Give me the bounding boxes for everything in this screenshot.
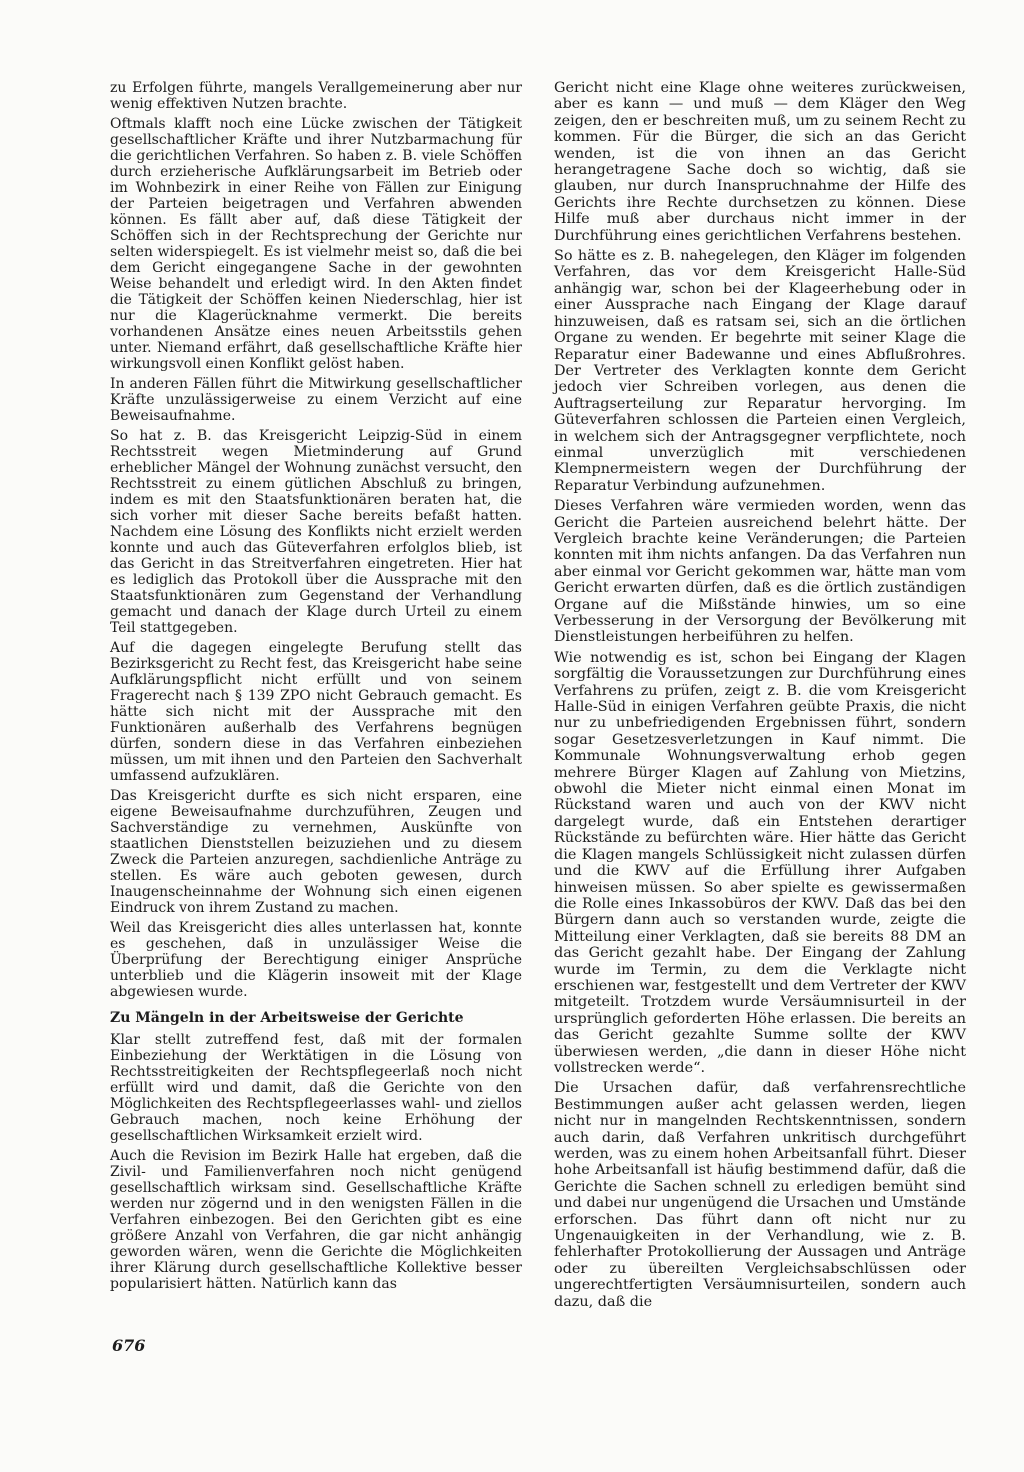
paragraph: Das Kreisgericht durfte es sich nicht ersparen, eine eigene Beweisaufnahme durchzuführen, Zeugen und Sachverständige zu vernehmen, Auskünfte von staatlichen Dienststellen beizuziehen und zu diesem Zweck die Parteien anzuregen, sachdienliche Anträge zu stellen. Es wäre auch geboten gewesen, durch Inaugenscheinnahme der Wohnung sich einen eigenen Eindruck von ihrem Zustand zu machen. — [110, 788, 522, 916]
section-heading: Zu Mängeln in der Arbeitsweise der Gerichte — [110, 1010, 464, 1026]
paragraph: Klar stellt zutreffend fest, daß mit der formalen Einbeziehung der Werktätigen in die Lösung von Rechtsstreitigkeiten der Rechtspflegeerlaß noch nicht erfüllt wird und damit, daß die Gerichte von den Möglichkeiten des Rechtspflegeerlasses wahl- und ziellos Gebrauch machen, noch keine Erhöhung der gesellschaftlichen Wirksamkeit erzielt wird. — [110, 1032, 522, 1144]
paragraph: Auf die dagegen eingelegte Berufung stellt das Bezirksgericht zu Recht fest, das Kreisgericht habe seine Aufklärungspflicht nicht erfüllt und von seinem Fragerecht nach § 139 ZPO nicht Gebrauch gemacht. Es hätte sich nicht mit der Aussprache mit den Funktionären außerhalb des Verfahrens begnügen dürfen, sondern diese in das Verfahren einbeziehen müssen, um mit ihnen und den Parteien den Sachverhalt umfassend aufzuklären. — [110, 640, 522, 784]
paragraph: Weil das Kreisgericht dies alles unterlassen hat, konnte es geschehen, daß in unzulässiger Weise die Überprüfung der Berechtigung einiger Ansprüche unterblieb und die Klägerin insoweit mit der Klage abgewiesen wurde. — [110, 920, 522, 1000]
paragraph: In anderen Fällen führt die Mitwirkung gesellschaftlicher Kräfte unzulässigerweise zu einem Verzicht auf eine Beweisaufnahme. — [110, 376, 522, 424]
paragraph: zu Erfolgen führte, mangels Verallgemeinerung aber nur wenig effektiven Nutzen brachte. — [110, 80, 522, 112]
paragraph: So hat z. B. das Kreisgericht Leipzig-Süd in einem Rechtsstreit wegen Mietminderung auf Grund erheblicher Mängel der Wohnung zunächst versucht, den Rechtsstreit zu einem gütlichen Abschluß zu bringen, indem es mit den Staatsfunktionären beraten hat, die sich vorher mit dieser Sache bereits befaßt hatten. Nachdem eine Lösung des Konflikts nicht erzielt werden konnte und auch das Güteverfahren erfolglos blieb, ist das Gericht in das Streitverfahren eingetreten. Hier hat es lediglich das Protokoll über die Aussprache mit den Staatsfunktionären zum Gegenstand der Verhandlung gemacht und danach der Klage durch Urteil zu einem Teil stattgegeben. — [110, 428, 522, 636]
paragraph: Wie notwendig es ist, schon bei Eingang der Klagen sorgfältig die Voraussetzungen zur Durchführung eines Verfahrens zu prüfen, zeigt z. B. die vom Kreisgericht Halle-Süd in einigen Verfahren geübte Praxis, die nicht nur zu unbefriedigenden Ergebnissen führt, sondern sogar Gesetzesverletzungen in Kauf nimmt. Die Kommunale Wohnungsverwaltung erhob gegen mehrere Bürger Klagen auf Zahlung von Mietzins, obwohl die Mieter nicht einmal einen Monat im Rückstand waren und auch von der KWV nicht dargelegt wurde, daß ein Entstehen derartiger Rückstände zu befürchten wäre. Hier hätte das Gericht die Klagen mangels Schlüssigkeit nicht zulassen dürfen und die KWV auf die Erfüllung ihrer Aufgaben hinweisen müssen. So aber spielte es gewissermaßen die Rolle eines Inkassobüros der KWV. Daß das bei den Bürgern dann auch so verstanden wurde, zeigte die Mitteilung einer Verklagten, daß sie bereits 88 DM an das Gericht gezahlt habe. Der Eingang der Zahlung wurde im Termin, zu dem die Verklagte nicht erschienen war, festgestellt und dem Vertreter der KWV mitgeteilt. Trotzdem wurde Versäumnisurteil in der ursprünglich geforderten Höhe erlassen. Die bereits an das Gericht gezahlte Summe sollte der KWV überwiesen werden, „die dann in dieser Höhe nicht vollstrecken werde“. — [554, 649, 966, 1076]
paragraph: Gericht nicht eine Klage ohne weiteres zurückweisen, aber es kann — und muß — dem Kläger den Weg zeigen, den er beschreiten muß, um zu seinem Recht zu kommen. Für die Bürger, die sich an das Gericht wenden, ist die von ihnen an das Gericht herangetragene Sache doch so wichtig, daß sie glauben, nur durch Inanspruchnahme der Hilfe des Gerichts ihre Rechte durchsetzen zu können. Diese Hilfe muß aber durchaus nicht immer in der Durchführung eines gerichtlichen Verfahrens bestehen. — [554, 80, 966, 244]
left-column — [110, 80, 522, 1296]
right-column — [554, 80, 966, 1314]
paragraph: Auch die Revision im Bezirk Halle hat ergeben, daß die Zivil- und Familienverfahren noch nicht genügend gesellschaftlich wirksam sind. Gesellschaftliche Kräfte werden nur zögernd und in den wenigsten Fällen in die Verfahren einbezogen. Bei den Gerichten gibt es eine größere Anzahl von Verfahren, die gar nicht anhängig geworden wären, wenn die Gerichte die Möglichkeiten ihrer Klärung durch gesellschaftliche Kollektive besser popularisiert hätten. Natürlich kann das — [110, 1148, 522, 1292]
page-number: 676 — [112, 1336, 146, 1355]
paragraph: Die Ursachen dafür, daß verfahrensrechtliche Bestimmungen außer acht gelassen werden, liegen nicht nur in mangelnden Rechtskenntnissen, sondern auch darin, daß Verfahren unkritisch durchgeführt werden, was zu einem hohen Arbeitsanfall führt. Dieser hohe Arbeitsanfall ist häufig bestimmend dafür, daß die Gerichte die Sachen schnell zu erledigen bemüht sind und dabei nur ungenügend die Ursachen und Umstände erforschen. Das führt dann oft nicht nur zu Ungenauigkeiten in der Verhandlung, wie z. B. fehlerhafter Protokollierung der Aussagen und Anträge oder zu übereilten Vergleichsabschlüssen oder ungerechtfertigten Versäumnisurteilen, sondern auch dazu, daß die — [554, 1080, 966, 1310]
paragraph: Oftmals klafft noch eine Lücke zwischen der Tätigkeit gesellschaftlicher Kräfte und ihrer Nutzbarmachung für die gerichtlichen Verfahren. So haben z. B. viele Schöffen durch erzieherische Aufklärungsarbeit im Betrieb oder im Wohnbezirk in einer Reihe von Fällen zur Einigung der Parteien beigetragen und Verfahren abwenden können. Es fällt aber auf, daß diese Tätigkeit der Schöffen sich in der Rechtsprechung der Gerichte nur selten widerspiegelt. Es ist vielmehr meist so, daß die bei dem Gericht eingegangene Sache in der gewohnten Weise behandelt und erledigt wird. In den Akten findet die Tätigkeit der Schöffen keinen Niederschlag, hier ist nur die Klagerücknahme vermerkt. Die bereits vorhandenen Ansätze eines neuen Arbeitsstils gehen unter. Niemand erfährt, daß gesellschaftliche Kräfte hier wirkungsvoll einen Konflikt gelöst haben. — [110, 116, 522, 372]
paragraph: Dieses Verfahren wäre vermieden worden, wenn das Gericht die Parteien ausreichend belehrt hätte. Der Vergleich brachte keine Veränderungen; die Parteien konnten mit ihm nichts anfangen. Da das Verfahren nun aber einmal vor Gericht gekommen war, hätte man vom Gericht erwarten dürfen, daß es die örtlich zuständigen Organe auf die Mißstände hinwies, um so eine Verbesserung in der Versorgung der Bevölkerung mit Dienstleistungen herbeiführen zu helfen. — [554, 498, 966, 646]
paragraph: So hätte es z. B. nahegelegen, den Kläger im folgenden Verfahren, das vor dem Kreisgericht Halle-Süd anhängig war, schon bei der Klageerhebung oder in einer Aussprache nach Eingang der Klage darauf hinzuweisen, daß es ratsam sei, sich an die örtlichen Organe zu wenden. Er begehrte mit seiner Klage die Reparatur einer Badewanne und eines Abflußrohres. Der Vertreter des Verklagten konnte dem Gericht jedoch vier Schreiben vorlegen, aus denen die Auftragserteilung zur Reparatur hervorging. Im Güteverfahren schlossen die Parteien einen Vergleich, in welchem sich der Antragsgegner verpflichtete, noch einmal unverzüglich mit verschiedenen Klempnermeistern wegen der Durchführung der Reparatur Verbindung aufzunehmen. — [554, 248, 966, 494]
